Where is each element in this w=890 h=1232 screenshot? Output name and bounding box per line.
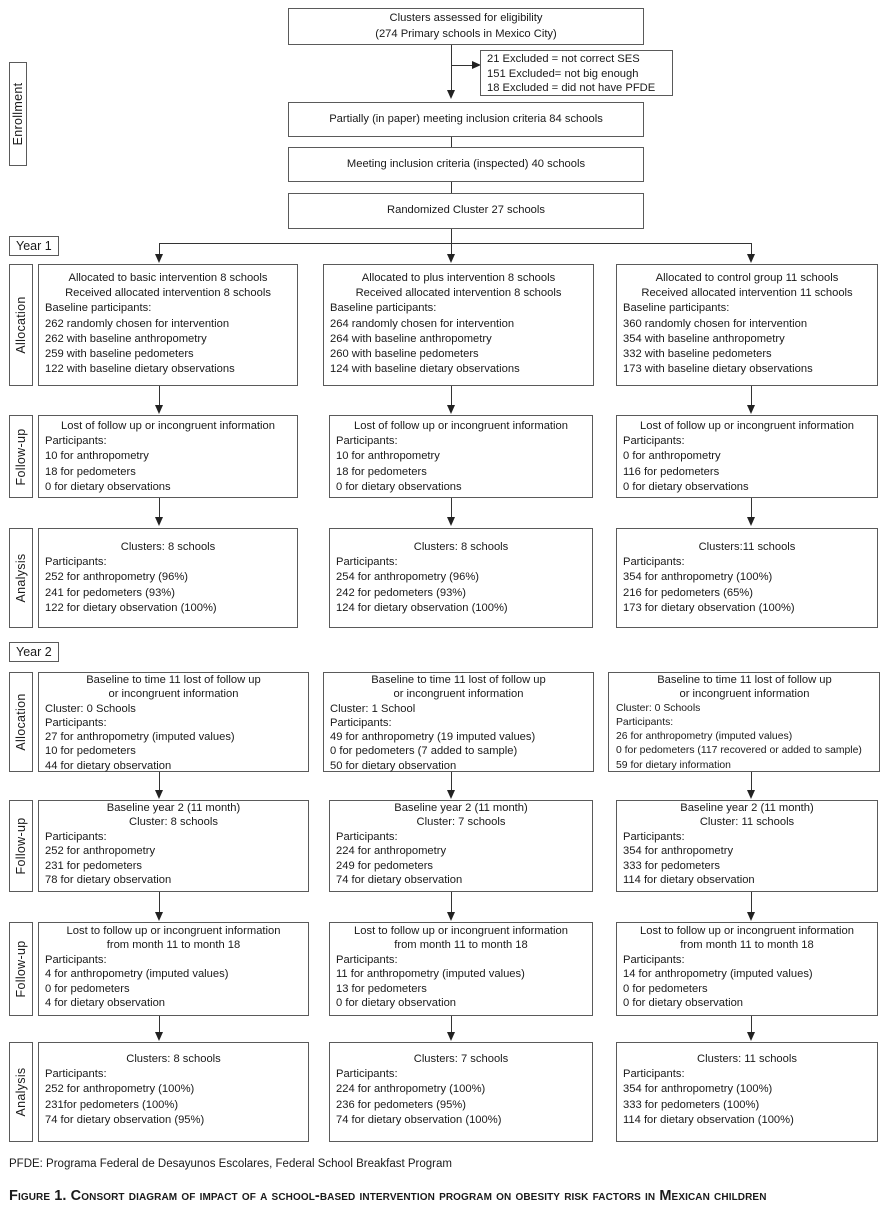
- excluded-line: 21 Excluded = not correct SES: [487, 53, 640, 65]
- arrow-down-icon: [747, 912, 755, 921]
- arrow-down-icon: [747, 1032, 755, 1041]
- assessed-box: [288, 8, 644, 45]
- side-label-followup: Follow-up: [9, 415, 33, 498]
- y1-allocation-control: Allocated to control group 11 schools Received allocated intervention 11 schools Baseline participants: 360 randomly chosen for intervention 354 with baseline anthropometry 332 with baseline pedometers 173 with baseline dietary observations: [616, 264, 878, 386]
- side-label-followup2-y2: Follow-up: [9, 922, 33, 1016]
- side-label-allocation-y2: Allocation: [9, 672, 33, 772]
- arrow-down-icon: [447, 912, 455, 921]
- y2-allocation-plus: Baseline to time 11 lost of follow up or incongruent information Cluster: 1 School Participants: 49 for anthropometry (19 imputed values) 0 for pedometers (7 added to sample) 50 for dietary observation: [323, 672, 594, 772]
- connector: [751, 1016, 752, 1033]
- arrow-down-icon: [155, 405, 163, 414]
- footnote: PFDE: Programa Federal de Desayunos Escolares, Federal School Breakfast Program: [9, 1158, 452, 1170]
- y2-allocation-control: Baseline to time 11 lost of follow up or incongruent information Cluster: 0 Schools Participants: 26 for anthropometry (imputed values) 0 for pedometers (117 recovered or added to sample) 59 for dietary information: [608, 672, 880, 772]
- arrow-down-icon: [747, 790, 755, 799]
- side-label-allocation: Allocation: [9, 264, 33, 386]
- y1-analysis-control: Clusters:11 schools Participants: 354 for anthropometry (100%) 216 for pedometers (65%) 173 for dietary observation (100%): [616, 528, 878, 628]
- year-1-label: Year 1: [9, 236, 59, 256]
- connector: [451, 892, 452, 913]
- y2-analysis-basic: Clusters: 8 schools Participants: 252 for anthropometry (100%) 231for pedometers (100%) 74 for dietary observation (95%): [38, 1042, 309, 1142]
- y1-allocation-basic: Allocated to basic intervention 8 schools Received allocated intervention 8 schools Baseline participants: 262 randomly chosen for intervention 262 with baseline anthropometry 259 with baseline pedometers 122 with baseline dietary observations: [38, 264, 298, 386]
- connector: [451, 137, 452, 147]
- assessed-line-1: Clusters assessed for eligibility: [389, 12, 543, 25]
- connector: [751, 892, 752, 913]
- y1-allocation-plus: Allocated to plus intervention 8 schools Received allocated intervention 8 schools Baseline participants: 264 randomly chosen for intervention 264 with baseline anthropometry 260 with baseline pedometers 124 with baseline dietary observations: [323, 264, 594, 386]
- connector: [159, 243, 752, 244]
- arrow-down-icon: [447, 1032, 455, 1041]
- arrow-down-icon: [447, 90, 455, 99]
- connector: [451, 1016, 452, 1033]
- connector: [451, 182, 452, 193]
- arrow-down-icon: [155, 790, 163, 799]
- y1-followup-control: Lost of follow up or incongruent information Participants: 0 for anthropometry 116 for pedometers 0 for dietary observations: [616, 415, 878, 498]
- connector: [159, 772, 160, 791]
- assessed-line-2: (274 Primary schools in Mexico City): [375, 27, 557, 40]
- arrow-down-icon: [155, 912, 163, 921]
- arrow-down-icon: [155, 254, 163, 263]
- excluded-box: [480, 50, 673, 96]
- arrow-down-icon: [747, 254, 755, 263]
- y2-analysis-control: Clusters: 11 schools Participants: 354 for anthropometry (100%) 333 for pedometers (100%) 114 for dietary observation (100%): [616, 1042, 878, 1142]
- connector: [159, 498, 160, 518]
- y2-followup2-control: Lost to follow up or incongruent information from month 11 to month 18 Participants: 14 for anthropometry (imputed values) 0 for pedometers 0 for dietary observation: [616, 922, 878, 1016]
- partial-criteria-box: Partially (in paper) meeting inclusion criteria 84 schools: [288, 102, 644, 137]
- year-2-label: Year 2: [9, 642, 59, 662]
- connector: [451, 45, 452, 91]
- connector: [751, 386, 752, 406]
- arrow-down-icon: [747, 517, 755, 526]
- arrow-down-icon: [447, 790, 455, 799]
- connector: [751, 498, 752, 518]
- y1-analysis-plus: Clusters: 8 schools Participants: 254 for anthropometry (96%) 242 for pedometers (93%) 124 for dietary observation (100%): [329, 528, 593, 628]
- y2-followup2-basic: Lost to follow up or incongruent information from month 11 to month 18 Participants: 4 for anthropometry (imputed values) 0 for pedometers 4 for dietary observation: [38, 922, 309, 1016]
- arrow-down-icon: [447, 517, 455, 526]
- arrow-down-icon: [447, 405, 455, 414]
- y2-allocation-basic: Baseline to time 11 lost of follow up or incongruent information Cluster: 0 Schools Participants: 27 for anthropometry (imputed values) 10 for pedometers 44 for dietary observation: [38, 672, 309, 772]
- connector: [451, 229, 452, 243]
- side-label-followup-y2: Follow-up: [9, 800, 33, 892]
- side-label-analysis-y2: Analysis: [9, 1042, 33, 1142]
- connector: [451, 498, 452, 518]
- y1-analysis-basic: Clusters: 8 schools Participants: 252 for anthropometry (96%) 241 for pedometers (93%) 122 for dietary observation (100%): [38, 528, 298, 628]
- y2-analysis-plus: Clusters: 7 schools Participants: 224 for anthropometry (100%) 236 for pedometers (95%) 74 for dietary observation (100%): [329, 1042, 593, 1142]
- arrow-down-icon: [447, 254, 455, 263]
- y2-followup2-plus: Lost to follow up or incongruent information from month 11 to month 18 Participants: 11 for anthropometry (imputed values) 13 for pedometers 0 for dietary observation: [329, 922, 593, 1016]
- connector: [159, 1016, 160, 1033]
- y2-followup1-basic: Baseline year 2 (11 month) Cluster: 8 schools Participants: 252 for anthropometry 231 for pedometers 78 for dietary observation: [38, 800, 309, 892]
- figure-caption: Figure 1. Consort diagram of impact of a school-based intervention program on obesity risk factors in Mexican children: [9, 1188, 767, 1204]
- y1-followup-plus: Lost of follow up or incongruent information Participants: 10 for anthropometry 18 for pedometers 0 for dietary observations: [329, 415, 593, 498]
- meeting-criteria-box: Meeting inclusion criteria (inspected) 40 schools: [288, 147, 644, 182]
- connector: [451, 386, 452, 406]
- arrow-down-icon: [747, 405, 755, 414]
- excluded-line: 18 Excluded = did not have PFDE: [487, 82, 656, 94]
- connector: [451, 772, 452, 791]
- connector: [159, 892, 160, 913]
- y2-followup1-control: Baseline year 2 (11 month) Cluster: 11 schools Participants: 354 for anthropometry 333 for pedometers 114 for dietary observation: [616, 800, 878, 892]
- connector: [159, 386, 160, 406]
- side-label-enrollment: Enrollment: [9, 62, 27, 166]
- connector: [451, 65, 473, 66]
- connector: [751, 772, 752, 791]
- y1-followup-basic: Lost of follow up or incongruent information Participants: 10 for anthropometry 18 for pedometers 0 for dietary observations: [38, 415, 298, 498]
- side-label-analysis: Analysis: [9, 528, 33, 628]
- randomized-box: Randomized Cluster 27 schools: [288, 193, 644, 229]
- arrow-down-icon: [155, 1032, 163, 1041]
- arrow-down-icon: [155, 517, 163, 526]
- excluded-line: 151 Excluded= not big enough: [487, 67, 639, 80]
- y2-followup1-plus: Baseline year 2 (11 month) Cluster: 7 schools Participants: 224 for anthropometry 249 for pedometers 74 for dietary observation: [329, 800, 593, 892]
